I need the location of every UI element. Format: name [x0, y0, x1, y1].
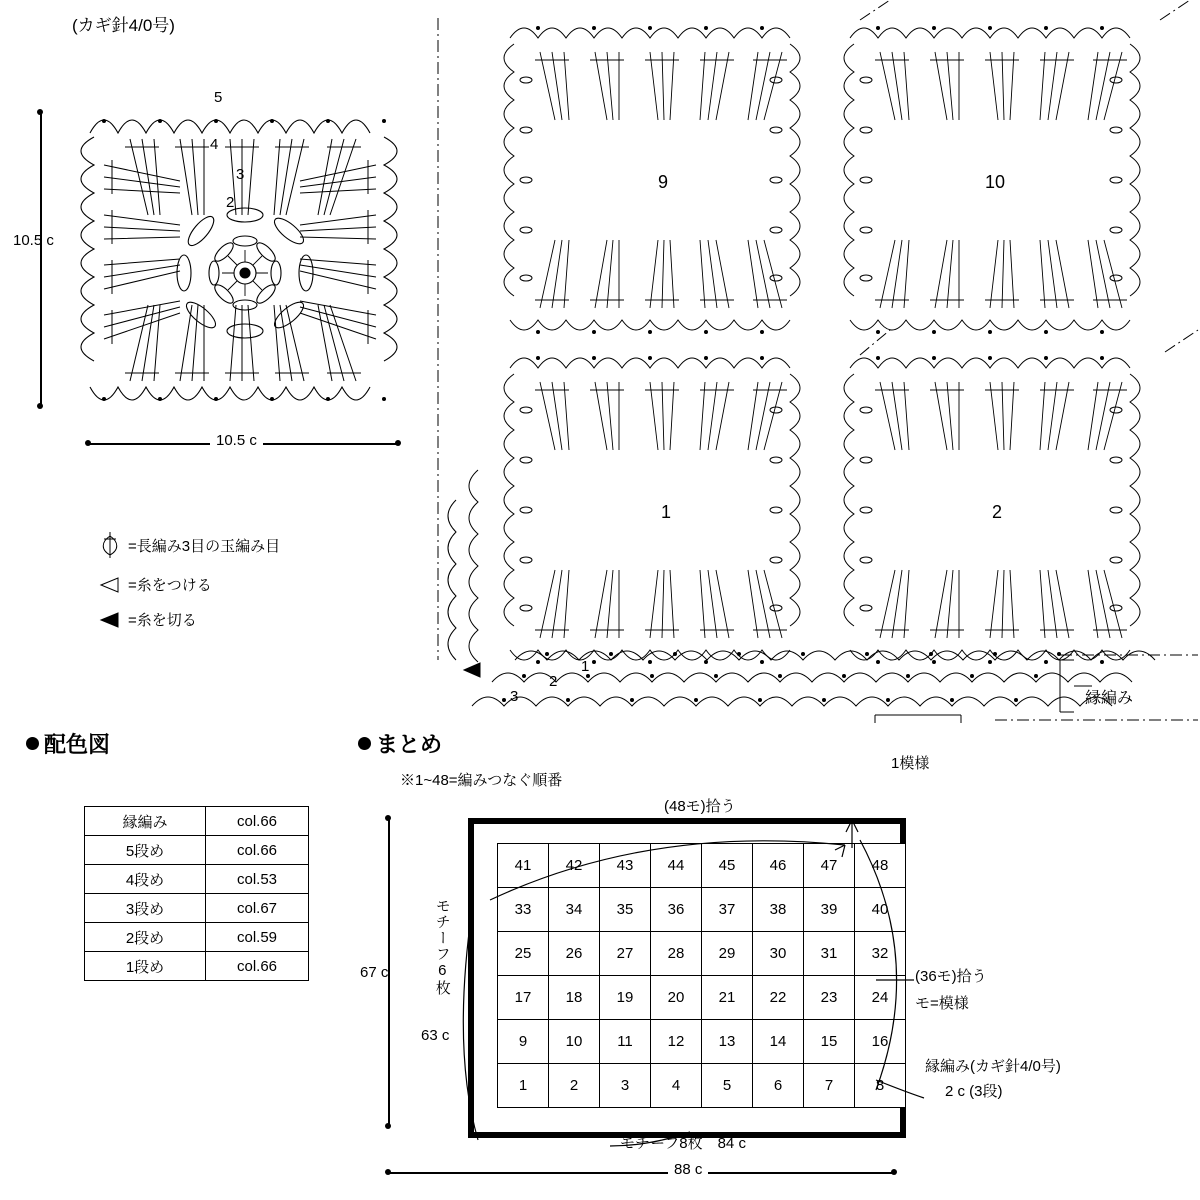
grid-cell: 31 [804, 932, 855, 976]
triangle-filled-icon [98, 611, 122, 629]
bottom-dim-dot-right [891, 1169, 897, 1175]
color-row-value: col.66 [206, 836, 309, 865]
legend-item-bobble-text: =長編み3目の玉編み目 [128, 537, 281, 555]
left-inner-dim-label: 63 c [421, 1027, 450, 1044]
table-row [85, 894, 309, 923]
join-chart-svg [420, 0, 1200, 740]
color-row-part: 3段め [85, 894, 206, 923]
motif-height-dim-dot-top [37, 109, 43, 115]
table-row [85, 807, 309, 836]
summary-section-title: まとめ [376, 732, 443, 757]
table-row [85, 923, 309, 952]
color-row-part: 4段め [85, 865, 206, 894]
grid-cell: 47 [804, 844, 855, 888]
grid-cell: 3 [600, 1064, 651, 1108]
bottom-motif-count-label: モチーフ8枚 84 c [620, 1135, 746, 1152]
motif-width-dim-dot-right [395, 440, 401, 446]
motif-height-label: 10.5 c [13, 232, 54, 249]
color-row-part: 縁編み [85, 807, 206, 836]
pattern-repeat-label: 1模様 [891, 755, 930, 772]
summary-annotations-svg [360, 780, 1200, 1200]
grid-cell: 6 [753, 1064, 804, 1108]
grid-cell: 27 [600, 932, 651, 976]
color-row-value: col.53 [206, 865, 309, 894]
left-outer-dim-dot-top [385, 815, 391, 821]
bullet-icon [358, 737, 371, 750]
edge-note-line1: 縁編み(カギ針4/0号) [925, 1058, 1061, 1075]
color-table-wrapper [84, 806, 309, 981]
grid-cell: 35 [600, 888, 651, 932]
motif-width-dim-dot-left [85, 440, 91, 446]
color-row-value: col.66 [206, 952, 309, 981]
grid-cell: 45 [702, 844, 753, 888]
bottom-dim-label: 88 c [668, 1161, 708, 1178]
grid-cell: 36 [651, 888, 702, 932]
grid-cell: 33 [498, 888, 549, 932]
grid-cell: 8 [855, 1064, 906, 1108]
grid-cell: 5 [702, 1064, 753, 1108]
color-row-value: col.67 [206, 894, 309, 923]
bottom-dimension-line [388, 1172, 894, 1174]
legend-item-attach-yarn [98, 574, 280, 595]
edge-row-number-3: 3 [510, 688, 519, 705]
color-section-title: 配色図 [44, 732, 111, 757]
grid-cell: 38 [753, 888, 804, 932]
color-row-part: 2段め [85, 923, 206, 952]
grid-cell: 4 [651, 1064, 702, 1108]
grid-cell: 39 [804, 888, 855, 932]
edge-label: 縁編み [1085, 690, 1134, 707]
left-outer-dim-label: 67 c [360, 964, 389, 981]
grid-cell: 40 [855, 888, 906, 932]
grid-cell: 37 [702, 888, 753, 932]
bottom-dim-dot-left [385, 1169, 391, 1175]
color-table [84, 806, 309, 981]
grid-cell: 19 [600, 976, 651, 1020]
grid-cell: 26 [549, 932, 600, 976]
grid-cell: 42 [549, 844, 600, 888]
table-row [85, 836, 309, 865]
motif-round-label-4: 4 [210, 136, 219, 153]
grid-cell: 7 [804, 1064, 855, 1108]
grid-cell: 11 [600, 1020, 651, 1064]
grid-cell: 43 [600, 844, 651, 888]
grid-cell: 12 [651, 1020, 702, 1064]
triangle-open-icon [98, 576, 122, 594]
left-motif-count-label: モチーフ6枚 [433, 898, 451, 996]
grid-cell: 21 [702, 976, 753, 1020]
grid-cell: 16 [855, 1020, 906, 1064]
grid-cell: 44 [651, 844, 702, 888]
grid-cell: 48 [855, 844, 906, 888]
join-motif-number-1: 1 [661, 502, 672, 522]
grid-cell: 23 [804, 976, 855, 1020]
motif-height-dimension-line [40, 112, 42, 406]
join-motif-number-10: 10 [985, 172, 1006, 192]
grid-cell: 29 [702, 932, 753, 976]
grid-cell: 46 [753, 844, 804, 888]
mo-note-label: モ=模様 [915, 995, 969, 1012]
grid-cell: 25 [498, 932, 549, 976]
table-row [85, 865, 309, 894]
legend-item-cut-yarn-text: =糸を切る [128, 612, 197, 629]
join-chart [420, 0, 1200, 740]
grid-cell: 13 [702, 1020, 753, 1064]
legend-item-attach-yarn-text: =糸をつける [128, 577, 212, 594]
grid-cell: 20 [651, 976, 702, 1020]
right-pickup-label: (36モ)拾う [915, 968, 987, 985]
edge-row-number-2: 2 [549, 673, 558, 690]
motif-round-label-3: 3 [236, 166, 245, 183]
grid-cell: 10 [549, 1020, 600, 1064]
motif-round-label-5: 5 [214, 89, 223, 106]
grid-cell: 28 [651, 932, 702, 976]
motif-width-label: 10.5 c [210, 432, 263, 449]
color-row-part: 1段め [85, 952, 206, 981]
legend-item-cut-yarn [98, 609, 280, 630]
color-row-value: col.66 [206, 807, 309, 836]
color-row-part: 5段め [85, 836, 206, 865]
legend-item-bobble [98, 530, 280, 560]
grid-cell: 32 [855, 932, 906, 976]
grid-cell: 22 [753, 976, 804, 1020]
motif-height-dim-dot-bottom [37, 403, 43, 409]
bobble-icon [98, 530, 122, 560]
grid-cell: 14 [753, 1020, 804, 1064]
join-motif-number-9: 9 [658, 172, 669, 192]
grid-cell: 34 [549, 888, 600, 932]
summary-note: ※1~48=編みつなぐ順番 [400, 772, 563, 789]
grid-cell: 18 [549, 976, 600, 1020]
join-motif-number-2: 2 [992, 502, 1003, 522]
grid-cell: 2 [549, 1064, 600, 1108]
motif-chart [70, 95, 420, 425]
hook-note: (カギ針4/0号) [72, 16, 175, 35]
color-section-heading [26, 728, 110, 759]
grid-cell: 24 [855, 976, 906, 1020]
grid-cell: 1 [498, 1064, 549, 1108]
edge-row-number-1: 1 [581, 658, 590, 675]
grid-cell: 9 [498, 1020, 549, 1064]
motif-chart-svg [70, 95, 420, 425]
motif-round-label-2: 2 [226, 194, 235, 211]
table-row [85, 952, 309, 981]
bullet-icon [26, 737, 39, 750]
grid-cell: 41 [498, 844, 549, 888]
color-row-value: col.59 [206, 923, 309, 952]
grid-cell: 17 [498, 976, 549, 1020]
grid-cell: 15 [804, 1020, 855, 1064]
legend [98, 530, 280, 644]
summary-section-heading [358, 728, 442, 759]
top-pickup-label: (48モ)拾う [664, 798, 736, 815]
left-outer-dim-dot-bottom [385, 1123, 391, 1129]
grid-cell: 30 [753, 932, 804, 976]
edge-note-line2: 2 c (3段) [945, 1083, 1003, 1100]
